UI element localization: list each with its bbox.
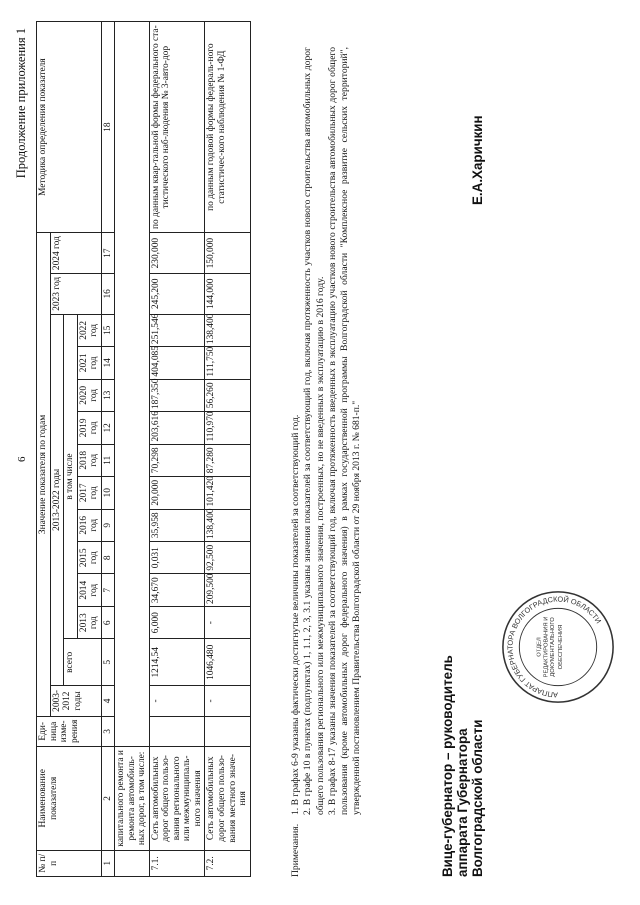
row-name: Сеть автомобильных дорог общего пользо-вания местного значе-ния [205, 747, 250, 851]
row-2021: 111,750 [205, 347, 250, 379]
header-method: Методика определения показателя [37, 22, 102, 233]
header-unit: Еди-ница изме-рения [37, 716, 102, 746]
colnum: 5 [101, 639, 115, 686]
row-unit [205, 716, 250, 746]
intro-text: капитального ремонта и ремонта автомобиль-ных дорог, в том числе: [115, 747, 150, 851]
row-2013: 6,000 [149, 606, 205, 638]
header-including: в том числе [64, 314, 78, 639]
row-2018: 70,298 [149, 444, 205, 476]
colnum: 9 [101, 509, 115, 541]
header-2016: 2016 год [77, 509, 101, 541]
row-2013: - [205, 606, 250, 638]
row-2024: 230,000 [149, 233, 205, 274]
signature-block [440, 655, 485, 877]
header-2013: 2013 год [77, 606, 101, 638]
header-values-by-years: Значение показателя по годам [37, 233, 51, 716]
header-2003-2012: 2003-2012 годы [50, 686, 101, 716]
row-2020: 56,260 [205, 379, 250, 411]
row-2014: 209,500 [205, 574, 250, 606]
signature-position-line: Вице-губернатор – руководитель [440, 655, 455, 877]
row-2016: 35,958 [149, 509, 205, 541]
table-row [205, 22, 250, 877]
colnum: 12 [101, 412, 115, 444]
row-2023: 245,200 [149, 274, 205, 315]
row-2023: 144,000 [205, 274, 250, 315]
row-2003-2012: - [205, 686, 250, 716]
header-2022: 2022 год [77, 314, 101, 346]
row-2017: 101,420 [205, 477, 250, 509]
row-method: по данным годовой формы федераль-ного статистичес-кого наблюдения № 1-ФД [205, 22, 250, 233]
colnum: 6 [101, 606, 115, 638]
stamp-ring-text: АППАРАТ ГУБЕРНАТОРА ВОЛГОГРАДСКОЙ ОБЛАСТИ [505, 594, 604, 700]
official-stamp [500, 589, 616, 705]
header-2023: 2023 год [50, 274, 101, 315]
signature-position-line: Волгоградской области [470, 719, 485, 877]
header-2024: 2024 год [50, 233, 101, 274]
header-2015: 2015 год [77, 542, 101, 574]
row-total: 1046,480 [205, 639, 250, 686]
note-item: 3. В графах 8-17 указаны значения показателей за соответствующий год, включая протяженность введенных в эксплуатацию участков нового строительства автомобильных дорог общего пользования (кроме автомобильных дорог федерального значения) в рамках государственной программы Волгоградской области "Комплексное развитие сельских территорий", утвержденной постановлением Правительства Волгоградской области от 29 ноября 2013 г. № 681-п." [326, 47, 363, 815]
row-2021: 404,085 [149, 347, 205, 379]
header-2021: 2021 год [77, 347, 101, 379]
header-total: всего [64, 639, 102, 686]
stamp-inner-text: ОТДЕЛ РЕДАКТИРОВАНИЯ И ДОКУМЕНТАЛЬНОГО ОБЕСПЕЧЕНИЯ [536, 616, 564, 678]
colnum: 8 [101, 542, 115, 574]
header-row-1 [37, 22, 51, 877]
appendix-continuation-mark: Продолжение приложения 1 [14, 28, 28, 179]
row-2024: 150,000 [205, 233, 250, 274]
colnum: 18 [101, 22, 115, 233]
row-2017: 20,000 [149, 477, 205, 509]
row-total: 1214,54 [149, 639, 205, 686]
colnum: 15 [101, 314, 115, 346]
header-2019: 2019 год [77, 412, 101, 444]
page-number: 6 [16, 456, 28, 462]
row-2016: 138,400 [205, 509, 250, 541]
indicator-table [36, 21, 251, 877]
row-2003-2012: - [149, 686, 205, 716]
row-2015: 92,500 [205, 542, 250, 574]
note-item: 2. В графе 10 в пунктах (подпунктах) 1, 1.1, 2, 3, 3.1 указаны значения показателей за соответствующий год, включая протяженность участков нового строительства автомобильных дорог общего пользования регионального или межмуниципального значения, построенных, но не введенных в эксплуатацию в 2016 году. [302, 47, 326, 815]
row-2015: 0,031 [149, 542, 205, 574]
row-2022: 138,400 [205, 314, 250, 346]
notes-label: Примечания. [290, 823, 301, 877]
signatory-name: Е.А.Харичкин [470, 115, 485, 205]
colnum: 7 [101, 574, 115, 606]
header-2014: 2014 год [77, 574, 101, 606]
header-2017: 2017 год [77, 477, 101, 509]
header-2020: 2020 год [77, 379, 101, 411]
row-2019: 110,970 [205, 412, 250, 444]
table-row [149, 22, 205, 877]
intro-row [115, 22, 150, 877]
colnum: 14 [101, 347, 115, 379]
colnum: 11 [101, 444, 115, 476]
note-item: 1. В графах 6-9 указаны фактически достигнутые величины показателей за соответствующий год. [290, 414, 301, 815]
notes-section [290, 47, 364, 877]
row-2019: 203,616 [149, 412, 205, 444]
row-2020: 187,350 [149, 379, 205, 411]
header-name: Наименование показателя [37, 747, 102, 851]
row-name: Сеть автомобильных дорог общего пользо-вания регионального или межмуниципаль-ного значения [149, 747, 205, 851]
colnum: 1 [101, 850, 115, 876]
row-num: 7.1. [149, 850, 205, 876]
row-num: 7.2. [205, 850, 250, 876]
colnum: 2 [101, 747, 115, 851]
header-num: № п/п [37, 850, 102, 876]
header-2018: 2018 год [77, 444, 101, 476]
row-2014: 34,670 [149, 574, 205, 606]
row-unit [149, 716, 205, 746]
notes-list [290, 47, 364, 815]
header-2013-2022: 2013-2022 годы [50, 314, 64, 686]
row-2018: 87,280 [205, 444, 250, 476]
signature-position-line: аппарата Губернатора [455, 728, 470, 877]
colnum: 17 [101, 233, 115, 274]
colnum: 16 [101, 274, 115, 315]
colnum: 10 [101, 477, 115, 509]
row-method: по данным квар-тальной формы федерального ста-тистического наб-людения № 3-авто-дор [149, 22, 205, 233]
colnum: 4 [101, 686, 115, 716]
colnum: 3 [101, 716, 115, 746]
row-2022: 251,546 [149, 314, 205, 346]
colnum: 13 [101, 379, 115, 411]
column-number-row [101, 22, 115, 877]
